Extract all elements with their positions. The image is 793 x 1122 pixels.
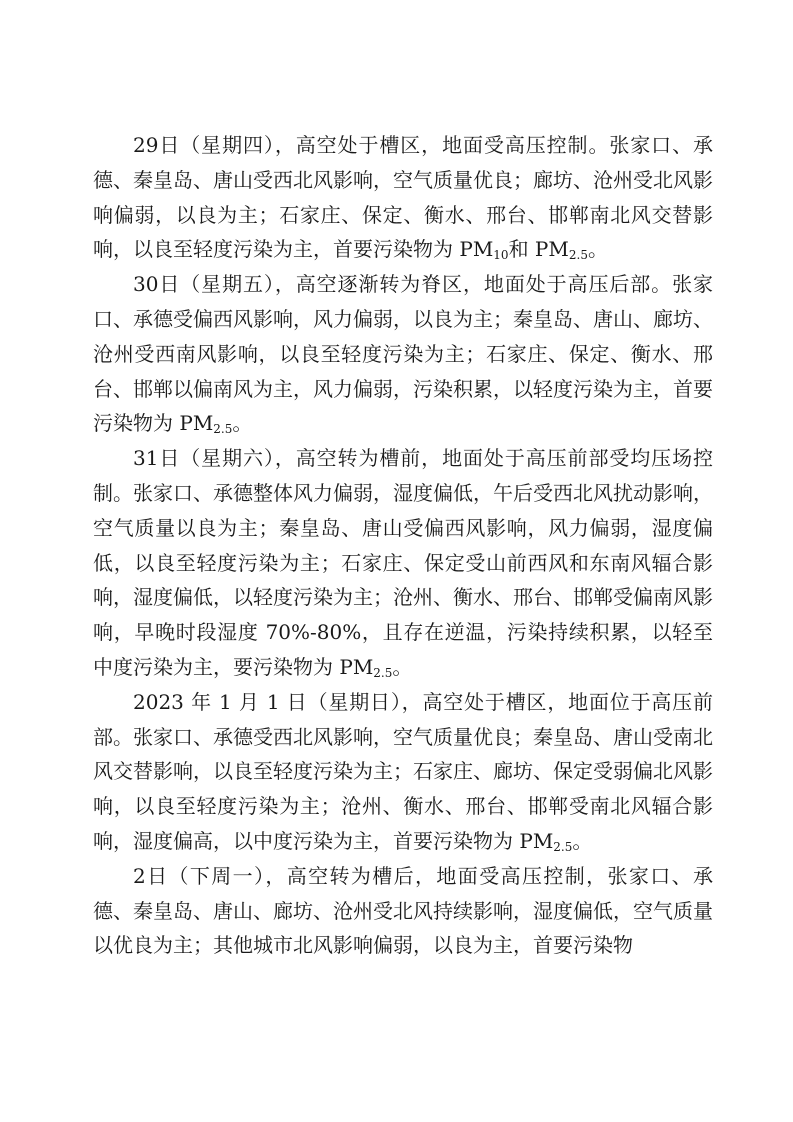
paragraph bbox=[93, 859, 713, 963]
paragraph-text: 。 bbox=[392, 654, 413, 679]
paragraph bbox=[93, 128, 713, 267]
paragraph-text: 。 bbox=[587, 237, 608, 262]
paragraph-text: 31日（星期六），高空转为槽前，地面处于高压前部受均压场控制。张家口、承德整体风力偏弱，湿度偏低，午后受西北风扰动影响，空气质量以良为主；秦皇岛、唐山受偏西风影响，风力偏弱，湿度偏低，以良至轻度污染为主；石家庄、保定受山前西风和东南风辐合影响，湿度偏低，以轻度污染为主；沧州、衡水、邢台、邯郸受偏南风影响，早晚时段湿度 70%-80%，且存在逆温，污染持续积累，以轻至中度污染为主，要污染物为 PM bbox=[93, 446, 713, 679]
paragraph bbox=[93, 685, 713, 859]
subscript-text: 2.5 bbox=[373, 665, 393, 680]
paragraph-text: 和 PM bbox=[508, 237, 569, 262]
subscript-text: 2.5 bbox=[553, 839, 573, 854]
subscript-text: 2.5 bbox=[213, 422, 233, 437]
paragraph bbox=[93, 267, 713, 441]
paragraph-text: 。 bbox=[572, 828, 593, 853]
paragraph-text: 30日（星期五），高空逐渐转为脊区，地面处于高压后部。张家口、承德受偏西风影响，风力偏弱，以良为主；秦皇岛、唐山、廊坊、沧州受西南风影响，以良至轻度污染为主；石家庄、保定、衡水、邢台、邯郸以偏南风为主，风力偏弱，污染积累，以轻度污染为主，首要污染物为 PM bbox=[93, 272, 713, 436]
body-text bbox=[93, 128, 713, 963]
subscript-text: 10 bbox=[493, 248, 509, 263]
paragraph-text: 。 bbox=[232, 411, 253, 436]
paragraph-text: 29日（星期四），高空处于槽区，地面受高压控制。张家口、承德、秦皇岛、唐山受西北风影响，空气质量优良；廊坊、沧州受北风影响偏弱，以良为主；石家庄、保定、衡水、邢台、邯郸南北风交替影响，以良至轻度污染为主，首要污染物为 PM bbox=[93, 133, 713, 262]
paragraph-text: 2日（下周一），高空转为槽后，地面受高压控制，张家口、承德、秦皇岛、唐山、廊坊、沧州受北风持续影响，湿度偏低，空气质量以优良为主；其他城市北风影响偏弱，以良为主，首要污染物 bbox=[93, 863, 713, 958]
subscript-text: 2.5 bbox=[568, 248, 588, 263]
paragraph-text: 2023 年 1 月 1 日（星期日），高空处于槽区，地面位于高压前部。张家口、承德受西北风影响，空气质量优良；秦皇岛、唐山受南北风交替影响，以良至轻度污染为主；石家庄、廊坊、保定受弱偏北风影响，以良至轻度污染为主；沧州、衡水、邢台、邯郸受南北风辐合影响，湿度偏高，以中度污染为主，首要污染物为 PM bbox=[93, 689, 713, 853]
paragraph bbox=[93, 441, 713, 685]
